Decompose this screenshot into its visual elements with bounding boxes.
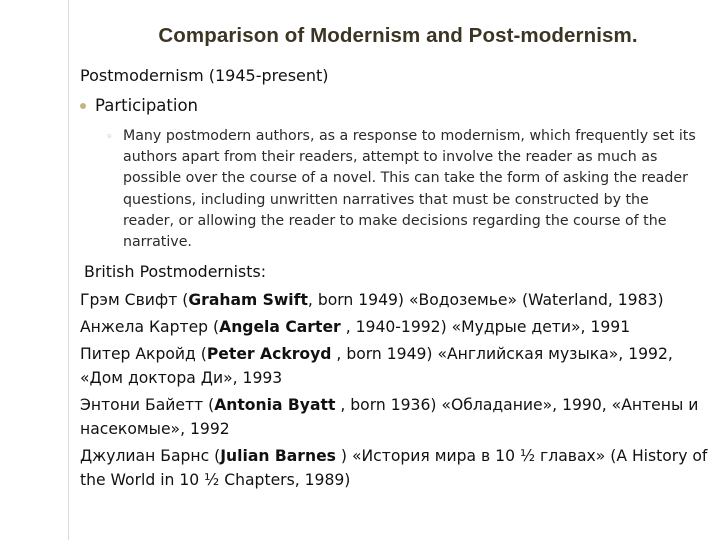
author-name: Peter Ackroyd <box>206 345 332 363</box>
author-entry-prefix: Анжела Картер ( <box>80 318 220 336</box>
british-postmodernists-heading: British Postmodernists: <box>84 262 267 281</box>
author-entry-prefix: Энтони Байетт ( <box>80 396 215 414</box>
section-subtitle: Postmodernism (1945-present) <box>80 66 329 85</box>
bullet-dot-icon <box>80 103 86 109</box>
author-entry <box>80 342 708 390</box>
author-name: Graham Swift <box>188 291 308 309</box>
subbullet-participation <box>106 126 702 253</box>
left-margin-rule <box>68 0 69 540</box>
author-entry-prefix: Питер Акройд ( <box>80 345 207 363</box>
author-name: Angela Carter <box>219 318 341 336</box>
author-entry-suffix: , 1940-1992) «Мудрые дети», 1991 <box>340 318 631 336</box>
author-name: Antonia Byatt <box>214 396 336 414</box>
british-authors-list <box>80 288 708 495</box>
participation-paragraph: Many postmodern authors, as a response to modernism, which frequently set its authors apart from their readers, attempt to involve the reader as much as possible over the course of a novel. This can take the form of asking the reader questions, including unwritten narratives that must be constructed by the reader, or allowing the reader to make decisions regarding the course of the narrative. <box>123 128 696 251</box>
author-entry <box>80 393 708 441</box>
author-entry <box>80 444 708 492</box>
bullet-participation <box>80 96 198 115</box>
author-entry-prefix: Джулиан Барнс ( <box>80 447 221 465</box>
bullet-label: Participation <box>95 96 199 115</box>
author-entry-suffix: , born 1936) «Обладание», 1990, «Антены и насекомые», 1992 <box>80 396 699 438</box>
author-entry <box>80 315 708 339</box>
hollow-bullet-icon: ◦ <box>106 130 113 143</box>
author-entry-suffix: ) «История мира в 10 ½ главах» (A History of the World in 10 ½ Chapters, 1989) <box>80 447 708 489</box>
slide-title: Comparison of Modernism and Post-modernism. <box>158 24 638 47</box>
author-entry-prefix: Грэм Свифт ( <box>80 291 189 309</box>
author-entry <box>80 288 708 312</box>
author-entry-suffix: , born 1949) «Водоземье» (Waterland, 1983) <box>307 291 664 309</box>
author-entry-suffix: , born 1949) «Английская музыка», 1992, «Дом доктора Ди», 1993 <box>80 345 673 387</box>
author-name: Julian Barnes <box>220 447 336 465</box>
